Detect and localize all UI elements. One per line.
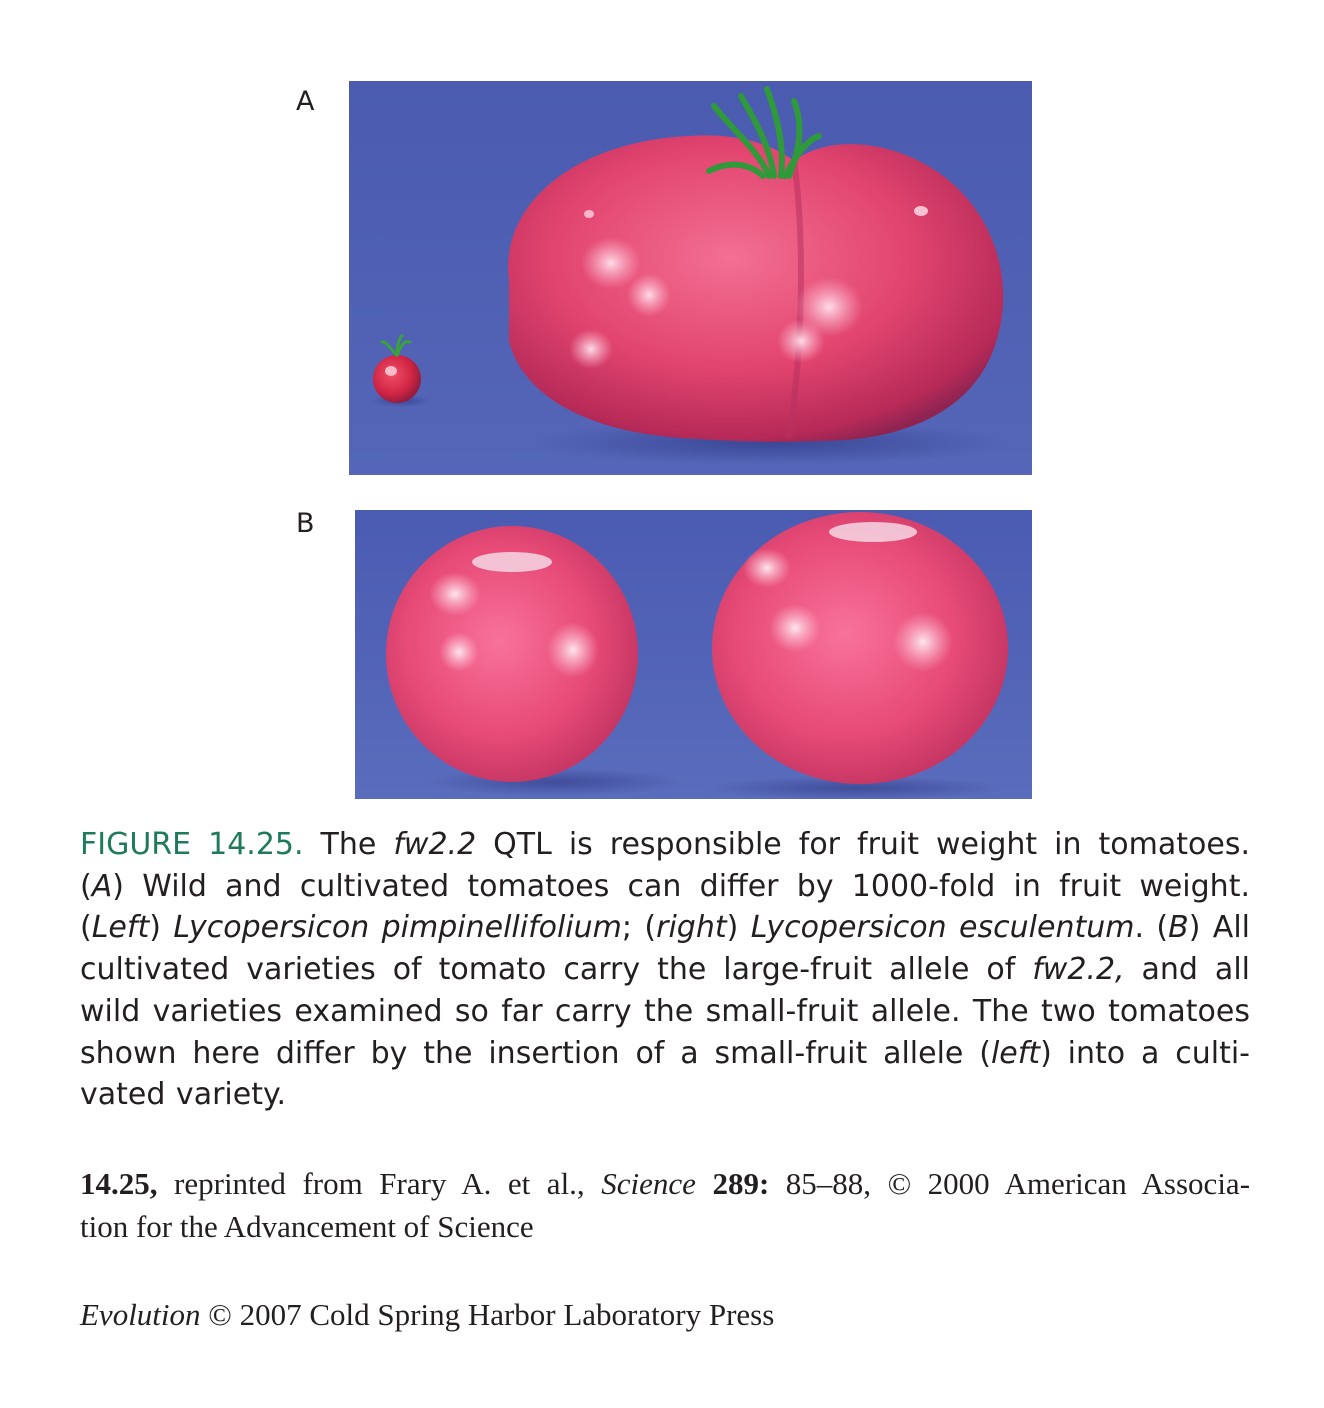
photo-panel-a: [349, 81, 1032, 475]
caption-line-2: (A) Wild and cultivated tomatoes can differ by 1000-fold in fruit weight.: [80, 868, 1250, 904]
figure-label: FIGURE 14.25.: [80, 827, 304, 862]
image-credit: [80, 1162, 1250, 1248]
tomato-comparison-photo-b: [355, 510, 1032, 799]
book-title: Evolution: [80, 1297, 201, 1332]
figure-caption: [80, 824, 1250, 1116]
species-name: Lycopersicon pimpinellifolium: [173, 910, 622, 946]
caption-line-5: wild varieties examined so far carry the small-fruit allele. The two tomatoes: [80, 993, 1250, 1029]
caption-line-4: cultivated varieties of tomato carry the large-fruit allele of fw2.2, and all: [80, 952, 1250, 988]
species-name: Lycopersicon esculentum: [750, 910, 1135, 946]
photo-panel-b: [355, 510, 1032, 799]
cultivated-tomato: [508, 135, 1003, 441]
gene-name: fw2.2,: [1032, 952, 1125, 988]
journal-name: Science: [601, 1166, 696, 1201]
credit-line-2: tion for the Advancement of Science: [80, 1209, 534, 1244]
panel-a-label: A: [296, 86, 315, 117]
credit-line-1: 14.25, reprinted from Frary A. et al., Science 289: 85–88, © 2000 American Associa-: [80, 1166, 1251, 1201]
caption-line-1: FIGURE 14.25. The fw2.2 QTL is responsible for fruit weight in tomatoes.: [80, 827, 1250, 862]
panel-b-label: B: [296, 508, 315, 539]
tomato-left-small-fruit-allele: [386, 526, 638, 782]
gene-name: fw2.2: [393, 827, 477, 862]
tomato-right-cultivated: [712, 512, 1008, 784]
copyright-footer: Evolution © 2007 Cold Spring Harbor Laboratory Press: [80, 1297, 775, 1332]
tomato-comparison-photo-a: [349, 81, 1032, 475]
caption-line-6: shown here differ by the insertion of a small-fruit allele (left) into a culti-: [80, 1035, 1250, 1071]
caption-line-3: (Left) Lycopersicon pimpinellifolium; (right) Lycopersicon esculentum. (B) All: [80, 910, 1250, 946]
caption-line-7: vated variety.: [80, 1077, 286, 1113]
